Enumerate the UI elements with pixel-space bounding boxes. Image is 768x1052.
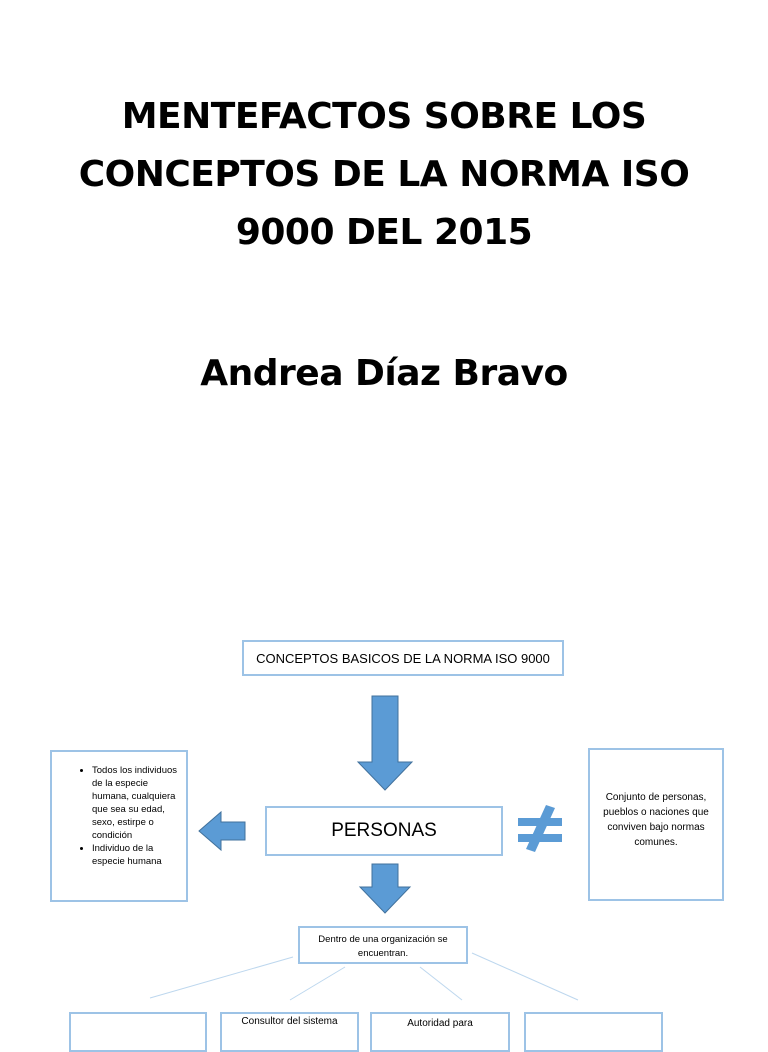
connector-line-3	[420, 967, 462, 1000]
left-arrow-icon	[199, 812, 245, 850]
connector-line-4	[472, 953, 578, 1000]
opposite-concept-box	[588, 748, 724, 901]
organization-box: Dentro de una organización se encuentran.	[298, 926, 468, 964]
title-line-2: CONCEPTOS DE LA NORMA ISO	[78, 154, 690, 195]
title-line-3: 9000 DEL 2015	[235, 212, 533, 253]
author-name: Andrea Díaz Bravo	[200, 353, 568, 394]
connector-line-2	[290, 967, 345, 1000]
definition-list	[52, 764, 178, 868]
personas-box: PERSONAS	[265, 806, 503, 856]
not-equal-icon	[518, 805, 562, 852]
bottom-box-2: Consultor del sistema	[220, 1012, 359, 1052]
connector-line-1	[150, 957, 293, 998]
down-arrow-icon	[358, 696, 412, 790]
title-line-1: MENTEFACTOS SOBRE LOS	[121, 96, 647, 137]
concepts-box: CONCEPTOS BASICOS DE LA NORMA ISO 9000	[242, 640, 564, 676]
bottom-box-3: Autoridad para	[370, 1012, 510, 1052]
definition-item: • Individuo de la especie humana	[92, 842, 178, 868]
opposite-concept-text: Conjunto de personas, pueblos o naciones que conviven bajo normas comunes.	[603, 791, 709, 848]
down-arrow-2-icon	[360, 864, 410, 913]
bottom-box-4	[524, 1012, 663, 1052]
bottom-box-1	[69, 1012, 207, 1052]
definition-item: • Todos los individuos de la especie humana, cualquiera que sea su edad, sexo, estirpe o condición	[92, 764, 178, 842]
definition-list-box	[50, 750, 188, 902]
